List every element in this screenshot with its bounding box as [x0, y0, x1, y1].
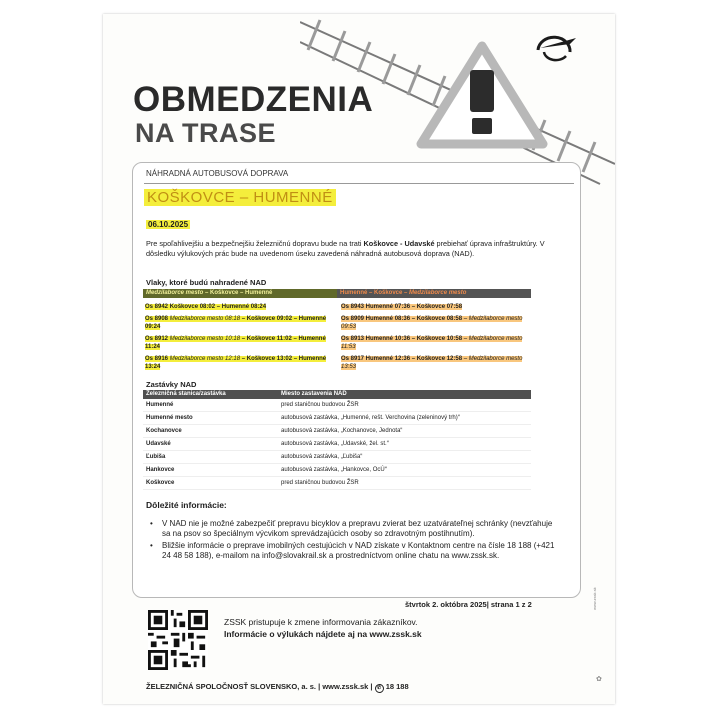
left-header-bold: – Koškovce – Humenné — [203, 290, 273, 296]
page-title: OBMEDZENIA — [133, 80, 374, 119]
stop-place: autobusová zastávka, „Hankovce, OcÚ“ — [281, 467, 387, 473]
train-times: Os 8909 Humenné 08:36 – Koškovce 08:58 — [341, 316, 463, 322]
stop-place: pred staničnou budovou ŽSR — [281, 402, 359, 408]
right-header-bold: Humenné – Koškovce — [340, 290, 403, 296]
service-type: NÁHRADNÁ AUTOBUSOVÁ DOPRAVA — [146, 169, 289, 178]
train-times: Os 8913 Humenné 10:36 – Koškovce 10:58 — [341, 336, 463, 342]
company-phone: 18 188 — [385, 682, 409, 691]
train-number: Os 8942 — [145, 304, 169, 310]
table-row — [143, 451, 531, 464]
stop-station: Humenné — [146, 402, 174, 408]
stop-place: autobusová zastávka, „Udavské, žel. st.“ — [281, 441, 389, 447]
train-extra: – Medzilaborce mesto 13:53 — [341, 356, 523, 370]
table-row — [143, 399, 531, 412]
train-number: Os 8912 — [145, 336, 169, 342]
warning-sign-icon — [415, 40, 550, 150]
stop-station: Ľubiša — [146, 454, 166, 460]
stops-table — [143, 390, 531, 490]
flower-icon: ✿ — [596, 676, 602, 683]
train-number: Os 8916 — [145, 356, 169, 362]
side-url: www.zssk.sk — [592, 587, 597, 610]
info-list — [148, 519, 558, 563]
train-row — [145, 303, 335, 311]
stops-heading: Zastávky NAD — [146, 380, 197, 389]
stop-station: Koškovce — [146, 480, 175, 486]
footer-bottom: ŽELEZNIČNÁ SPOLOČNOSŤ SLOVENSKO, a. s. | www.zssk.sk | ✆ 18 188 — [146, 682, 409, 691]
date-line: štvrtok 2. októbra 2025| strana 1 z 2 — [405, 600, 532, 609]
train-row — [145, 335, 335, 351]
info-bullet: • V NAD nie je možné zabezpečiť prepravu bicyklov a prepravu zvierat bez uzatvárateľnej schránky (nevzťahuje sa na psov so špeciálnym výcvikom sprevádzajúcich osoby so zdravotným postihnutím). — [148, 519, 558, 539]
right-header-post: – Medzilaborce mesto — [402, 290, 467, 296]
page-subtitle: NA TRASE — [135, 118, 277, 148]
info-bullet: • Bližšie informácie o preprave imobilných cestujúcich v NAD získate v Kontaktnom centre na čísle 18 188 (+421 24 48 58 188), e-mailom na info@slovakrail.sk a prostredníctvom online chatu na www.zssk.sk. — [148, 541, 558, 561]
train-times: Os 8917 Humenné 12:36 – Koškovce 12:58 — [341, 356, 463, 362]
table-row — [143, 438, 531, 451]
train-row — [341, 335, 531, 351]
stop-station: Kochanovce — [146, 428, 182, 434]
train-row — [145, 315, 335, 331]
table-row — [143, 412, 531, 425]
intro-post: prebiehať úprava infraštruktúry. V dôsledku výlukových prác bude na uvedenom úseku zavedená náhradná autobusová doprava (NAD). — [146, 239, 545, 258]
train-mid: Medzilaborce mesto 08:18 — [168, 316, 241, 322]
train-times: – Koškovce 11:02 – Humenné 11:24 — [145, 336, 326, 350]
train-times: – Koškovce 09:02 – Humenné 09:24 — [145, 316, 327, 330]
table-row — [143, 464, 531, 477]
company-web: www.zssk.sk — [322, 682, 369, 691]
stop-station: Udavské — [146, 441, 171, 447]
intro-bold: Koškovce - Udavské — [363, 239, 435, 248]
train-row — [145, 355, 335, 371]
stops-col-place: Miesto zastavenia NAD — [281, 391, 347, 397]
route-text: KOŠKOVCE – HUMENNÉ — [147, 189, 333, 206]
train-mid: Medzilaborce mesto 10:18 — [168, 336, 241, 342]
table-row — [143, 477, 531, 490]
trains-left-header — [143, 289, 337, 298]
stops-col-station: Železničná stanica/zastávka — [146, 391, 226, 397]
train-row — [341, 303, 531, 311]
route-title — [144, 189, 336, 206]
train-row — [341, 355, 531, 371]
stop-place: pred staničnou budovou ŽSR — [281, 480, 359, 486]
train-times: Os 8943 Humenné 07:36 – Koškovce 07:58 — [341, 304, 463, 310]
phone-icon: ✆ — [375, 684, 384, 693]
trains-table — [143, 289, 531, 370]
divider — [144, 183, 574, 184]
footer-line2: Informácie o výlukách nájdete aj na www.zssk.sk — [224, 629, 422, 639]
table-row — [143, 425, 531, 438]
notice-date: 06.10.2025 — [148, 220, 189, 229]
train-mid: Medzilaborce mesto 12:18 — [168, 356, 241, 362]
qr-code-icon — [148, 610, 208, 670]
train-times: Koškovce 08:02 – Humenné 08:24 — [168, 304, 267, 310]
train-times: – Koškovce 13:02 – Humenné 13:24 — [145, 356, 327, 370]
left-header-pre: Medzilaborce mesto — [146, 290, 204, 296]
company-name: ŽELEZNIČNÁ SPOLOČNOSŤ SLOVENSKO, a. s. — [146, 682, 317, 691]
train-number: Os 8908 — [145, 316, 169, 322]
intro-pre: Pre spoľahlivejšiu a bezpečnejšiu železničnú dopravu bude na trati — [146, 239, 364, 248]
stop-place: autobusová zastávka, „Humenné, rešt. Verchovina (zeleninový trh)“ — [281, 415, 460, 421]
stop-place: autobusová zastávka, „Kochanovce, Jednota“ — [281, 428, 403, 434]
stop-place: autobusová zastávka, „Ľubiša“ — [281, 454, 363, 460]
trains-right-list — [341, 303, 531, 375]
footer-line1: ZSSK pristupuje k zmene informovania zákazníkov. — [224, 617, 418, 627]
train-row — [341, 315, 531, 331]
intro-paragraph — [146, 239, 566, 258]
trains-heading: Vlaky, ktoré budú nahradené NAD — [146, 278, 267, 287]
trains-right-header — [337, 289, 531, 298]
info-heading: Dôležité informácie: — [146, 500, 227, 510]
train-extra: – Medzilaborce mesto 09:53 — [341, 316, 523, 330]
stop-station: Humenné mesto — [146, 415, 193, 421]
trains-left-list — [145, 303, 335, 375]
stop-station: Hankovce — [146, 467, 175, 473]
train-extra: – Medzilaborce mesto 11:53 — [341, 336, 523, 350]
